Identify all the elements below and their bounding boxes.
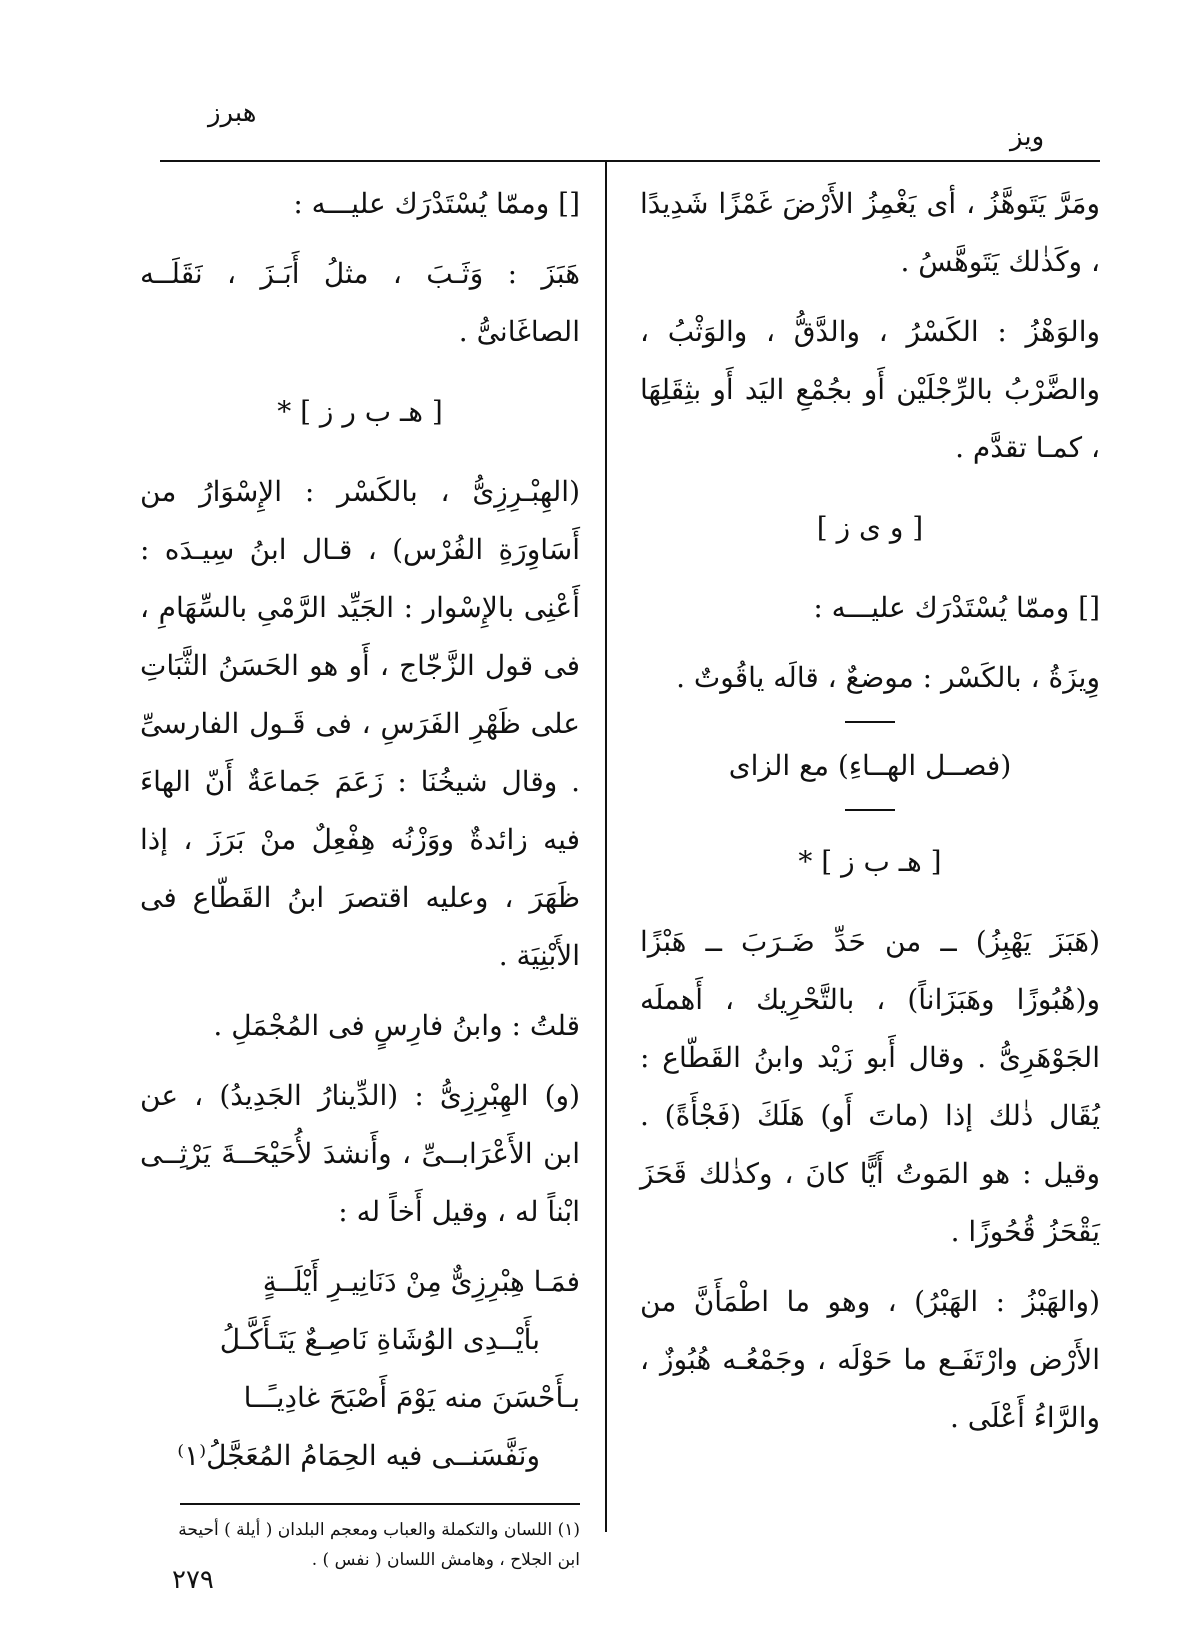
paragraph: (و) الهِبْرِزِىُّ : (الدِّينارُ الجَدِيدُ) ، عن ابن الأَعْرَابــىِّ ، وأَنشدَ لأُحَيْحَــةَ يَرْثِــى ابْناً له ، وقيل أَخاً له : — [140, 1079, 580, 1228]
verse-line: فمَـا هِبْرِزِىٌّ مِنْ دَنَانِيـرِ أَيْلَــةٍ — [262, 1265, 580, 1298]
paragraph: والوَهْزُ : الكَسْرُ ، والدَّقُّ ، والوَثْبُ ، والضَّرْبُ بالرِّجْلَيْن أَو بجُمْعِ اليَد أَو بثِقَلِهَا ، كمـا تقدَّم . — [640, 315, 1100, 464]
paragraph: (والهَبْزُ : الهَبْرُ) ، وهو ما اطْمَأَنَّ من الأَرْض وارْتَفَـع ما حَوْلَه ، وجَمْعُـه هُبُوزٌ ، والرَّاءُ أَعْلَى . — [640, 1285, 1100, 1434]
section-title: (فصــل الهــاءِ) مع الزاى — [728, 749, 1012, 782]
paragraph: (الهِبْـرِزِىُّ ، بالكَسْر : الإِسْوَارُ من أَسَاوِرَةِ الفُرْس) ، قـال ابنُ سِيـدَه : أَعْنِى بالإِسْوار : الجَيِّد الرَّمْىِ بالسِّهَامِ ، فى قول الزَّجّاج ، أَو هو الحَسَنُ الثَّبَاتِ على ظَهْرِ الفَرَسِ ، فى قَـول الفارسىِّ . وقال شيخُنَا : زَعَمَ جَماعَةٌ أَنّ الهاءَ فيه زائدةٌ ووَزْنُه هِفْعِلٌ منْ بَرَزَ ، إذا ظَهَرَ ، وعليه اقتصرَ ابنُ القَطّاع فى الأَبْنِيَة . — [140, 475, 580, 972]
right-column — [640, 175, 1100, 1459]
entry-heading: [ و ى ز ] — [816, 511, 924, 544]
paragraph: وِيزَةُ ، بالكَسْر : موضعٌ ، قالَه ياقُوتٌ . — [676, 661, 1100, 694]
column-divider — [605, 162, 607, 1532]
running-header-right: ويز — [1010, 122, 1045, 152]
paragraph: (هَبَزَ يَهْبِزُ) ــ من حَدِّ ضَـرَبَ ــ هَبْزًا و(هُبُوزًا وهَبَزَاناً) ، بالتَّحْرِيك ، أَهملَه الجَوْهَرِىُّ . وقال أَبو زَيْد وابنُ القَطّاع : يُقَال ذٰلك إذا (ماتَ أَو) هَلَكَ (فَجْأَةً) . وقيل : هو المَوتُ أَيًّا كانَ ، وكذٰلك قَحَزَ يَقْحَزُ قُحُوزًا . — [640, 925, 1100, 1248]
page-number: ٢٧٩ — [172, 1565, 214, 1595]
paragraph: قلتُ : وابنُ فارِسٍ فى المُجْمَلِ . — [213, 1009, 580, 1042]
verse-line: بأَيْــدِى الوُشَاةِ نَاصِـعٌ يَتَـأَكَّـلُ — [219, 1323, 540, 1356]
paragraph: [] وممّا يُسْتَدْرَك عليـــه : — [293, 187, 580, 220]
paragraph: هَبَزَ : وَثَـبَ ، مثلُ أَبَـزَ ، نَقَلَــه الصاغَانىُّ . — [140, 257, 580, 348]
header-rule — [160, 160, 1100, 162]
footnote-rule — [180, 1503, 580, 1505]
verse-line: بـأَحْسَنَ منه يَوْمَ أَصْبَحَ غادِيـًــا — [243, 1381, 580, 1414]
left-column — [140, 175, 580, 1575]
entry-heading: [ هـ ب ر ز ] * — [277, 395, 443, 428]
footnote: (١) اللسان والتكملة والعباب ومعجم البلدان ( أيلة ) أحيحة — [178, 1520, 580, 1540]
paragraph: [] وممّا يُسْتَدْرَك عليـــه : — [813, 591, 1100, 624]
section-rule-bottom — [845, 809, 895, 811]
footnote: ابن الجلاح ، وهامش اللسان ( نفس ) . — [311, 1550, 580, 1570]
verse-line: ونَفَّسَنــى فيه الحِمَامُ المُعَجَّلُ⁽١⁾ — [177, 1439, 540, 1472]
entry-heading: [ هـ ب ز ] * — [798, 845, 942, 878]
running-header-left: هبرز — [208, 98, 257, 128]
section-rule-top — [845, 721, 895, 723]
paragraph: ومَرَّ يَتَوهَّزُ ، أى يَغْمِزُ الأَرْضَ غَمْزًا شَدِيدًا ، وكَذٰلك يَتَوهَّسُ . — [640, 187, 1100, 278]
